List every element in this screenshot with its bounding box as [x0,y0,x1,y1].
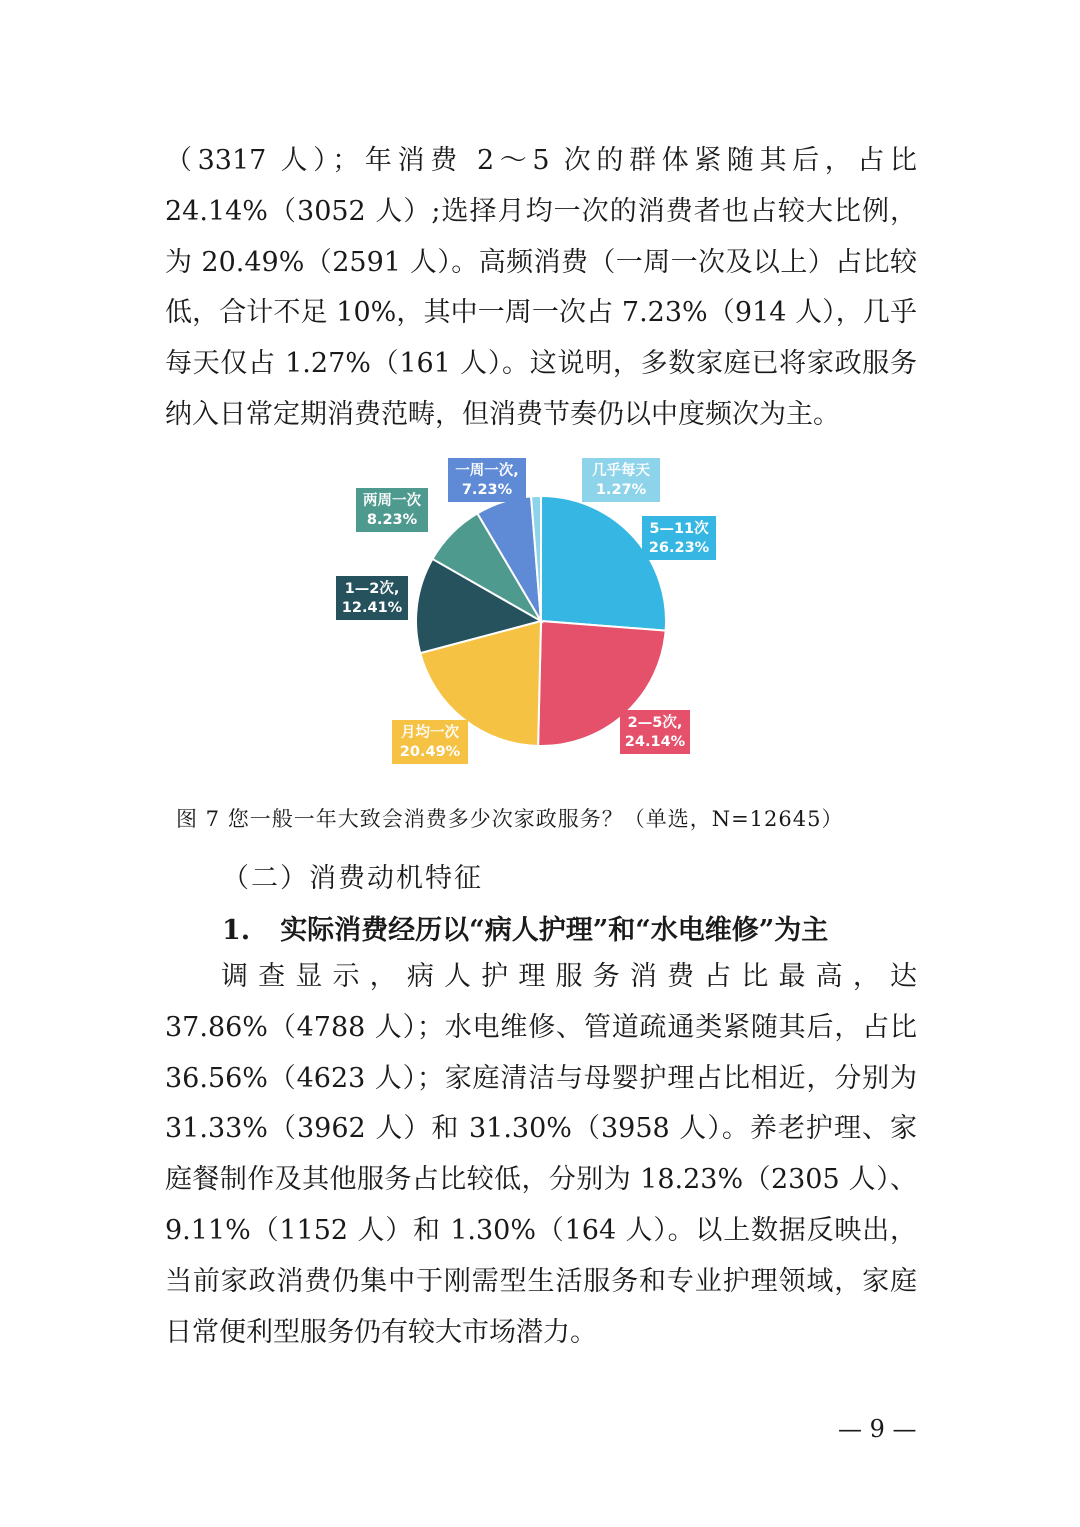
subsection-title: 实际消费经历以“病人护理”和“水电维修”为主 [280,915,829,946]
pie-label [356,488,428,532]
pie-label-category: 5—11次 [649,521,709,537]
pie-slices [416,496,666,746]
section-heading: （二）消费动机特征 [222,863,483,894]
pie-label-value: 12.41% [341,600,403,616]
pie-label [448,458,526,502]
pie-label-value: 26.23% [648,540,710,556]
pie-label-value: 24.14% [624,734,686,750]
figure-caption: 图 7 您一般一年大致会消费多少次家政服务？（单选，N=12645） [176,807,844,831]
subsection-number: 1. [222,915,251,946]
page-number: — 9 — [838,1415,917,1443]
pie-label-category: 2—5次, [627,715,683,731]
pie-label-category: 1—2次, [344,581,400,597]
pie-label-value: 1.27% [595,482,647,498]
pie-label [582,458,660,502]
pie-label [392,720,468,764]
pie-label-category: 两周一次 [363,493,421,509]
consumption-frequency-pie-chart [330,452,750,777]
pie-label-category: 几乎每天 [592,463,650,479]
pie-label [620,710,690,754]
pie-label-value: 8.23% [366,512,418,528]
pie-label-category: 月均一次 [401,725,459,741]
paragraph-service-types: 调查显示，病人护理服务消费占比最高，达 37.86%（4788 人）；水电维修、管道疏通类紧随其后，占比 36.56%（4623 人）；家庭清洁与母婴护理占比相近，分别为 31.33%（3962 人）和 31.30%（3958 人）。养老护理、家庭餐制作及其他服务占比较低，分别为 18.23%（2305 人）、9.11%（1152 人）和 1.30%（164 人）。以上数据反映出，当前家政消费仍集中于刚需型生活服务和专业护理领域，家庭日常便利型服务仍有较大市场潜力。 [165,961,917,1348]
pie-label [642,516,716,560]
pie-label-value: 7.23% [461,482,513,498]
subsection-heading [222,908,828,947]
paragraph-frequency-summary: （3317 人）；年消费 2～5 次的群体紧随其后，占比 24.14%（3052 人）;选择月均一次的消费者也占较大比例，为 20.49%（2591 人）。高频消费（一周一次及以上）占比较低，合计不足 10%，其中一周一次占 7.23%（914 人），几乎每天仅占 1.27%（161 人）。这说明，多数家庭已将家政服务纳入日常定期消费范畴，但消费节奏仍以中度频次为主。 [165,145,917,430]
pie-label [336,576,408,620]
pie-label-category: 一周一次, [455,463,519,479]
pie-label-value: 20.49% [399,744,461,760]
